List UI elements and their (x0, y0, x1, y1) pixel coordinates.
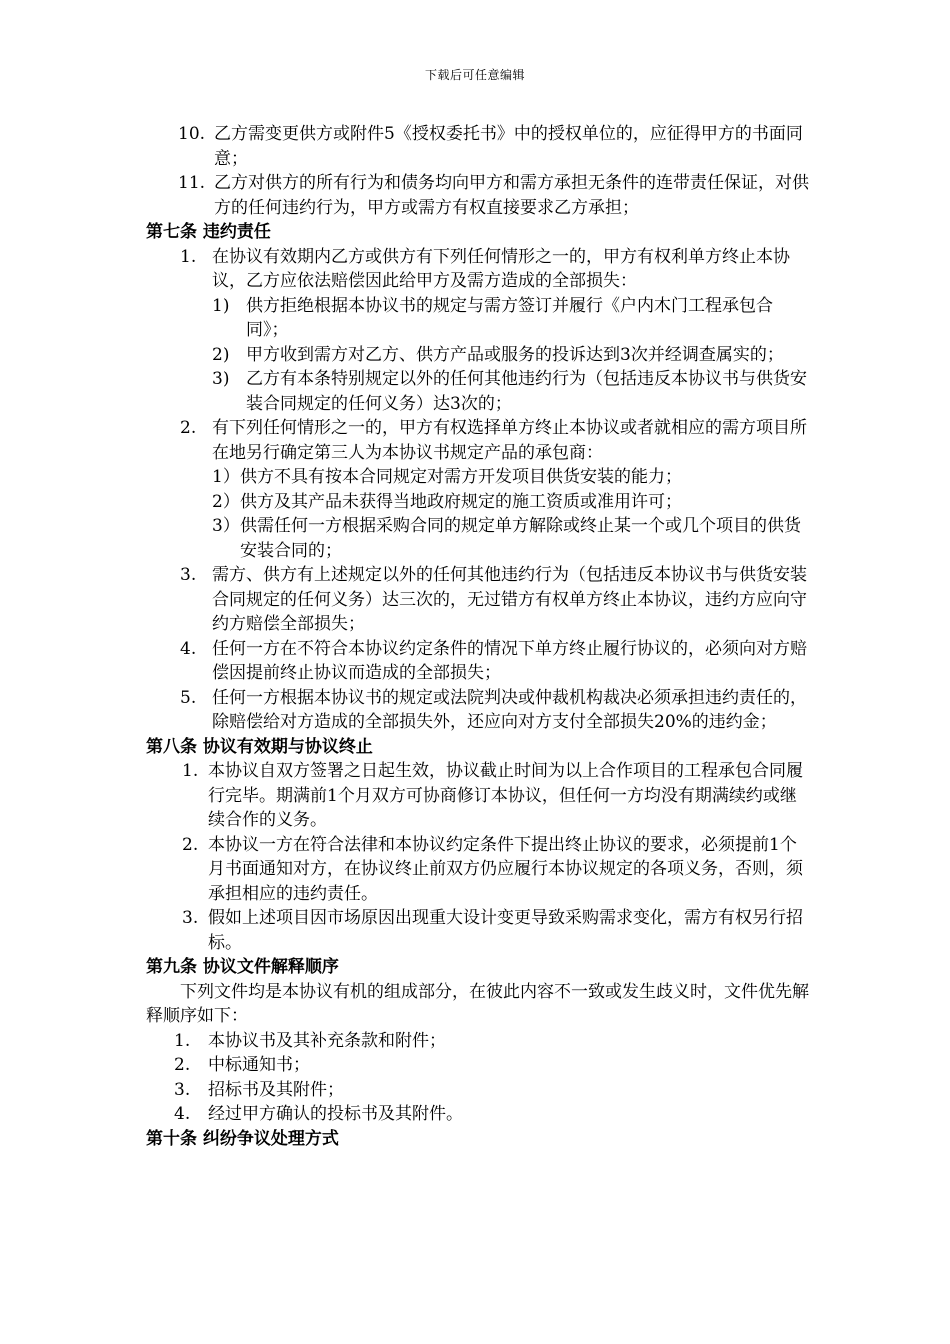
item-number: 2. (174, 1055, 191, 1075)
list-item (174, 1078, 810, 1103)
item-text: 有下列任何情形之一的，甲方有权选择单方终止本协议或者就相应的需方项目所在地另行确定第三人为本协议书规定产品的承包商： (212, 418, 807, 463)
item-text: 乙方需变更供方或附件5《授权委托书》中的授权单位的，应征得甲方的书面同意； (214, 124, 803, 169)
item-number: 4. (174, 1104, 191, 1124)
sub-item-text: 供方不具有按本合同规定对需方开发项目供货安装的能力； (240, 467, 682, 487)
item-text: 经过甲方确认的投标书及其附件。 (208, 1104, 463, 1124)
sub-item-number: 2) (212, 344, 230, 365)
item-number: 10. (178, 124, 206, 144)
item-number: 11. (178, 173, 206, 193)
article-8-heading: 第八条 协议有效期与协议终止 (146, 736, 373, 757)
item-text: 需方、供方有上述规定以外的任何其他违约行为（包括违反本协议书与供货安装合同规定的任何义务）达三次的，无过错方有权单方终止本协议，违约方应向守约方赔偿全部损失； (212, 565, 807, 634)
article-7-heading: 第七条 违约责任 (146, 222, 271, 242)
item-text: 任何一方根据本协议书的规定或法院判决或仲裁机构裁决必须承担违约责任的，除赔偿给对方造成的全部损失外，还应向对方支付全部损失20%的违约金； (212, 687, 807, 732)
list-item (180, 245, 810, 294)
sub-item-number: 1） (212, 467, 240, 487)
sub-item-text: 供方及其产品未获得当地政府规定的施工资质或准用许可； (240, 491, 682, 512)
item-number: 1. (182, 761, 199, 781)
item-text: 本协议书及其补充条款和附件； (208, 1030, 446, 1051)
sub-item (212, 343, 810, 368)
list-item (178, 171, 810, 220)
page-header-note: 下载后可任意编辑 (424, 68, 525, 82)
list-item (182, 833, 810, 907)
article-9-intro: 下列文件均是本协议有机的组成部分，在彼此内容不一致或发生歧义时，文件优先解释顺序如下： (146, 981, 809, 1026)
sub-item (212, 367, 810, 416)
sub-item (212, 514, 810, 563)
item-text: 本协议一方在符合法律和本协议约定条件下提出终止协议的要求，必须提前1个月书面通知对方，在协议终止前双方仍应履行本协议规定的各项义务，否则，须承担相应的违约责任。 (208, 834, 803, 904)
item-number: 4. (180, 638, 197, 659)
item-text: 乙方对供方的所有行为和债务均向甲方和需方承担无条件的连带责任保证，对供方的任何违约行为，甲方或需方有权直接要求乙方承担； (214, 173, 809, 218)
list-item (180, 416, 810, 465)
sub-item-text: 甲方收到需方对乙方、供方产品或服务的投诉达到3次并经调查属实的； (246, 344, 784, 365)
item-number: 2. (182, 834, 199, 855)
item-number: 3. (182, 908, 199, 928)
sub-item (212, 490, 810, 515)
sub-item-text: 乙方有本条特别规定以外的任何其他违约行为（包括违反本协议书与供货安装合同规定的任何义务）达3次的； (246, 369, 807, 414)
sub-item-number: 1) (212, 295, 230, 316)
article-9-heading: 第九条 协议文件解释顺序 (146, 957, 339, 977)
list-item (174, 1102, 810, 1127)
item-text: 招标书及其附件； (208, 1079, 344, 1100)
sub-item-number: 3） (212, 516, 240, 536)
list-item (180, 686, 810, 735)
list-item (178, 122, 810, 171)
item-text: 任何一方在不符合本协议约定条件的情况下单方终止履行协议的，必须向对方赔偿因提前终止协议而造成的全部损失； (212, 638, 807, 683)
sub-item (212, 294, 810, 343)
item-number: 3. (174, 1079, 191, 1100)
list-item (174, 1029, 810, 1054)
item-text: 在协议有效期内乙方或供方有下列任何情形之一的，甲方有权利单方终止本协议，乙方应依法赔偿因此给甲方及需方造成的全部损失： (212, 246, 790, 291)
item-number: 1. (180, 246, 197, 267)
item-text: 中标通知书； (208, 1055, 310, 1075)
item-number: 1. (174, 1030, 191, 1051)
sub-item-number: 2） (212, 491, 240, 512)
item-text: 假如上述项目因市场原因出现重大设计变更导致采购需求变化，需方有权另行招标。 (208, 908, 803, 953)
document-body (146, 122, 810, 1151)
item-number: 5. (180, 687, 197, 708)
list-item (182, 759, 810, 833)
sub-item-text: 供方拒绝根据本协议书的规定与需方签订并履行《户内木门工程承包合同》； (246, 295, 773, 340)
item-number: 2. (180, 418, 197, 438)
list-item (174, 1053, 810, 1078)
item-number: 3. (180, 565, 197, 585)
list-item (180, 563, 810, 637)
list-item (182, 906, 810, 955)
sub-item (212, 465, 810, 490)
list-item (180, 637, 810, 686)
item-text: 本协议自双方签署之日起生效，协议截止时间为以上合作项目的工程承包合同履行完毕。期满前1个月双方可协商修订本协议，但任何一方均没有期满续约或继续合作的义务。 (208, 761, 803, 830)
sub-item-number: 3) (212, 369, 230, 389)
article-10-heading: 第十条 纠纷争议处理方式 (146, 1128, 339, 1149)
sub-item-text: 供需任何一方根据采购合同的规定单方解除或终止某一个或几个项目的供货安装合同的； (240, 516, 801, 561)
